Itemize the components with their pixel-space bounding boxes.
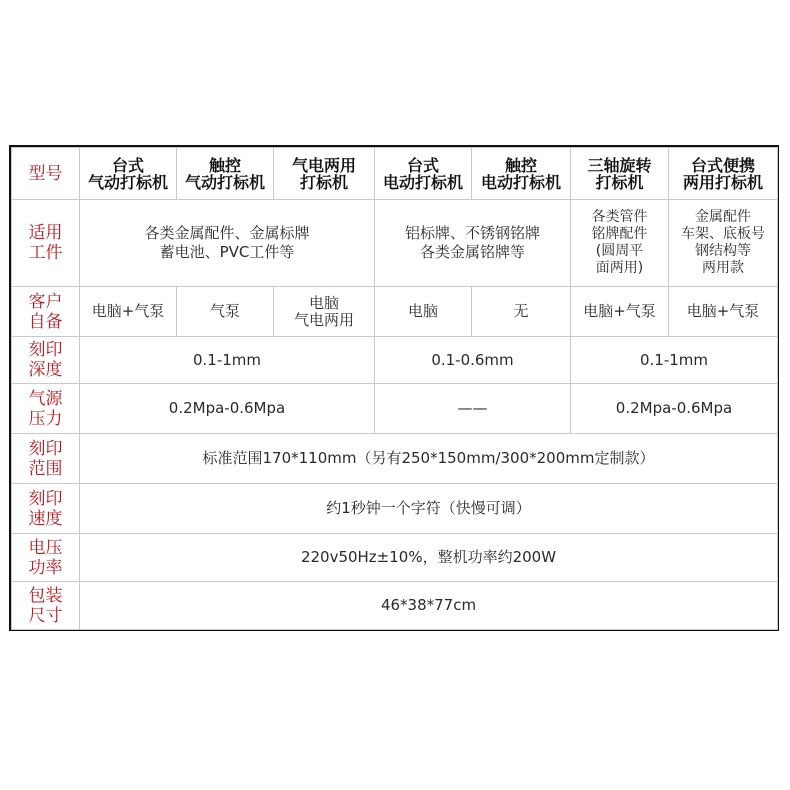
self-provide-c2: 气泵 (177, 287, 274, 337)
speed-value: 约1秒钟一个字符（快慢可调） (80, 484, 778, 534)
model-touch-electric: 触控 电动打标机 (472, 148, 571, 200)
self-provide-c1: 电脑+气泵 (80, 287, 177, 337)
row-speed (12, 484, 778, 534)
header-package: 包装 尺寸 (12, 582, 80, 630)
row-model (12, 148, 778, 200)
self-provide-c7: 电脑+气泵 (669, 287, 778, 337)
self-provide-c4: 电脑 (375, 287, 472, 337)
pressure-group2: —— (375, 384, 571, 434)
header-model: 型号 (12, 148, 80, 200)
self-provide-c5: 无 (472, 287, 571, 337)
depth-group2: 0.1-0.6mm (375, 337, 571, 384)
model-three-axis-rotary: 三轴旋转 打标机 (571, 148, 669, 200)
pressure-group3: 0.2Mpa-0.6Mpa (571, 384, 778, 434)
header-pressure: 气源 压力 (12, 384, 80, 434)
header-depth: 刻印 深度 (12, 337, 80, 384)
row-package (12, 582, 778, 630)
row-range (12, 434, 778, 484)
depth-group3: 0.1-1mm (571, 337, 778, 384)
spec-table-frame (9, 145, 779, 631)
row-voltage (12, 534, 778, 582)
workpiece-rotary: 各类管件 铭牌配件 (圆周平 面两用) (571, 200, 669, 287)
self-provide-c6: 电脑+气泵 (571, 287, 669, 337)
header-voltage: 电压 功率 (12, 534, 80, 582)
header-speed: 刻印 速度 (12, 484, 80, 534)
model-desktop-electric: 台式 电动打标机 (375, 148, 472, 200)
model-touch-pneumatic: 触控 气动打标机 (177, 148, 274, 200)
self-provide-c3: 电脑 气电两用 (274, 287, 375, 337)
row-pressure (12, 384, 778, 434)
header-workpiece: 适用 工件 (12, 200, 80, 287)
row-workpiece (12, 200, 778, 287)
model-desktop-pneumatic: 台式 气动打标机 (80, 148, 177, 200)
spec-table (11, 147, 778, 630)
model-dual-power: 气电两用 打标机 (274, 148, 375, 200)
header-range: 刻印 范围 (12, 434, 80, 484)
row-depth (12, 337, 778, 384)
row-self-provide (12, 287, 778, 337)
depth-group1: 0.1-1mm (80, 337, 375, 384)
workpiece-group1: 各类金属配件、金属标牌 蓄电池、PVC工件等 (80, 200, 375, 287)
header-self-provide: 客户 自备 (12, 287, 80, 337)
package-value: 46*38*77cm (80, 582, 778, 630)
workpiece-group2: 铝标牌、不锈钢铭牌 各类金属铭牌等 (375, 200, 571, 287)
voltage-value: 220v50Hz±10%，整机功率约200W (80, 534, 778, 582)
workpiece-portable: 金属配件 车架、底板号 钢结构等 两用款 (669, 200, 778, 287)
range-value: 标准范围170*110mm（另有250*150mm/300*200mm定制款） (80, 434, 778, 484)
model-portable-dual: 台式便携 两用打标机 (669, 148, 778, 200)
pressure-group1: 0.2Mpa-0.6Mpa (80, 384, 375, 434)
